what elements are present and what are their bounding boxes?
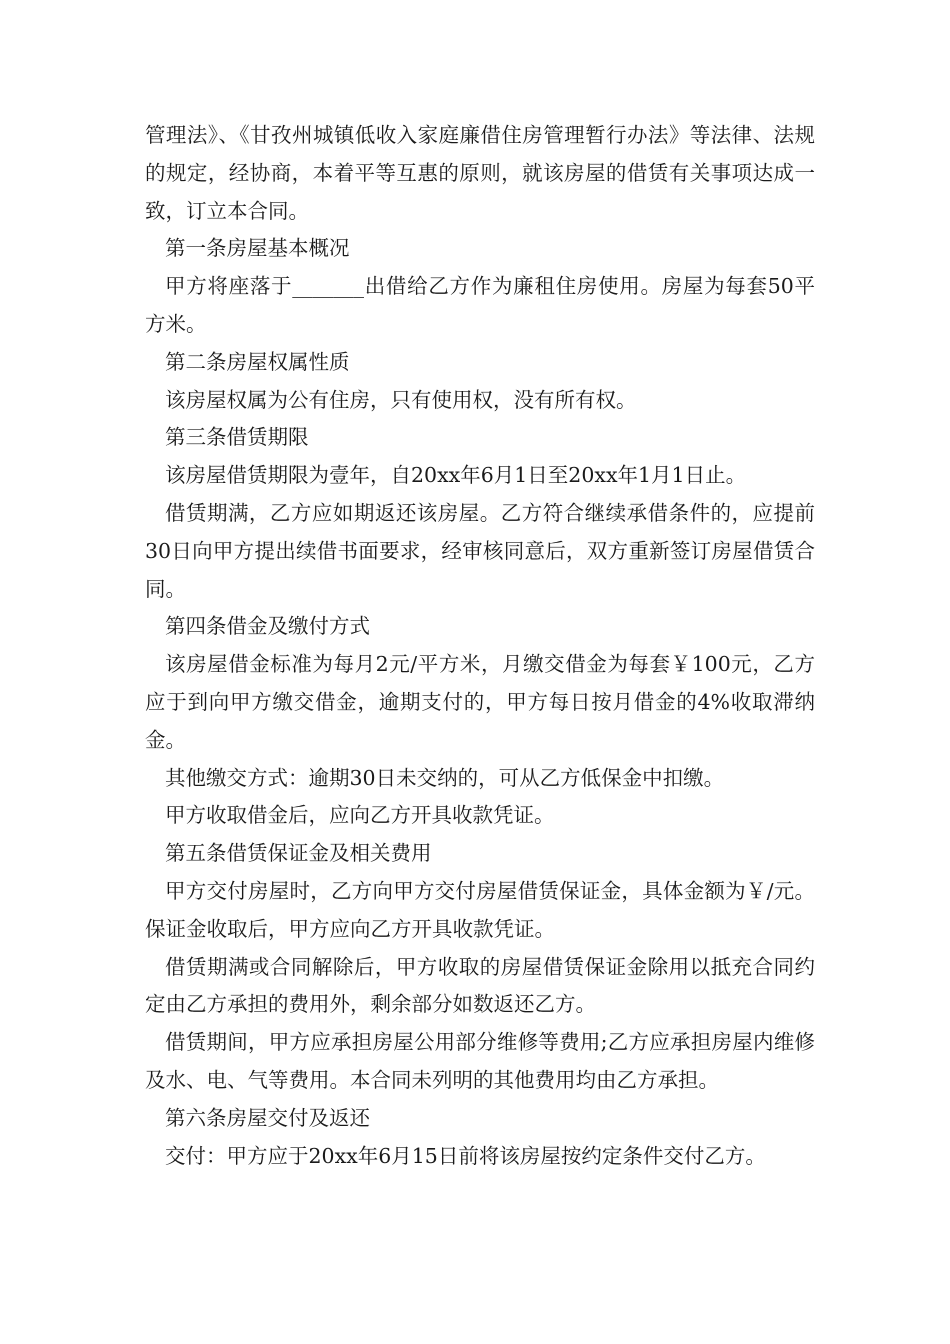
section-heading-4: 第四条借金及缴付方式	[165, 614, 370, 639]
paragraph: 借赁期满或合同解除后，甲方收取的房屋借赁保证金除用以抵充合同约定由乙方承担的费用外，剩余部分如数返还乙方。	[145, 954, 815, 1017]
paragraph: 借赁期间，甲方应承担房屋公用部分维修等费用;乙方应承担房屋内维修及水、电、气等费用。本合同未列明的其他费用均由乙方承担。	[145, 1030, 815, 1092]
paragraph: 甲方收取借金后，应向乙方开具收款凭证。	[165, 803, 555, 828]
paragraph: 该房屋借金标准为每月2元/平方米，月缴交借金为每套￥100元，乙方应于到向甲方缴交借金，逾期支付的，甲方每日按月借金的4%收取滞纳金。	[145, 652, 815, 752]
paragraph: 甲方交付房屋时，乙方向甲方交付房屋借赁保证金，具体金额为￥/元。保证金收取后，甲方应向乙方开具收款凭证。	[145, 878, 815, 941]
paragraph-continuation: 管理法》、《甘孜州城镇低收入家庭廉借住房管理暂行办法》等法律、法规的规定，经协商，本着平等互惠的原则，就该房屋的借赁有关事项达成一致，订立本合同。	[145, 123, 815, 223]
paragraph: 该房屋借赁期限为壹年，自20xx年6月1日至20xx年1月1日止。	[165, 463, 747, 488]
section-heading-2: 第二条房屋权属性质	[165, 349, 350, 374]
section-heading-1: 第一条房屋基本概况	[165, 236, 350, 261]
paragraph: 交付：甲方应于20xx年6月15日前将该房屋按约定条件交付乙方。	[165, 1143, 766, 1168]
section-heading-6: 第六条房屋交付及返还	[165, 1105, 370, 1130]
paragraph: 甲方将座落于_______出借给乙方作为廉租住房使用。房屋为每套50平方米。	[145, 274, 815, 336]
section-heading-5: 第五条借赁保证金及相关费用	[165, 841, 432, 866]
paragraph: 借赁期满，乙方应如期返还该房屋。乙方符合继续承借条件的，应提前30日向甲方提出续借书面要求，经审核同意后，双方重新签订房屋借赁合同。	[145, 500, 815, 601]
section-heading-3: 第三条借赁期限	[165, 425, 309, 450]
paragraph: 其他缴交方式：逾期30日未交纳的，可从乙方低保金中扣缴。	[165, 765, 725, 790]
contract-body	[145, 117, 815, 1175]
paragraph: 该房屋权属为公有住房，只有使用权，没有所有权。	[165, 387, 637, 412]
